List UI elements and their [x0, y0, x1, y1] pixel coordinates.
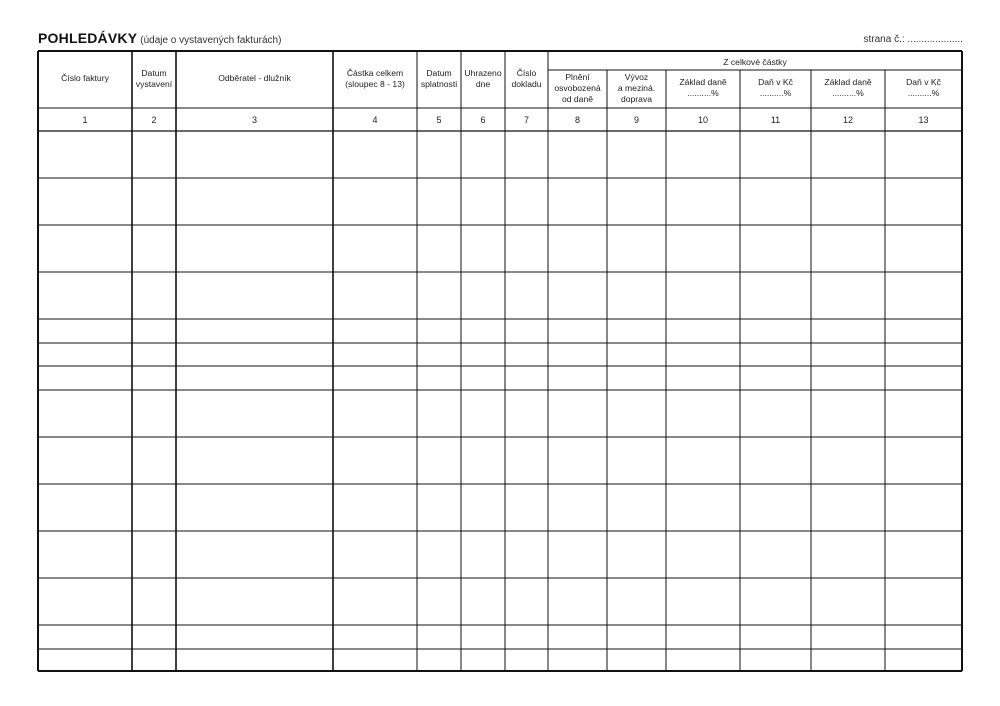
table-cell[interactable]: [741, 626, 810, 648]
column-header-8: [548, 72, 607, 105]
table-cell[interactable]: [418, 273, 460, 318]
column-header-line: Základ daně: [824, 77, 872, 87]
table-cell[interactable]: [812, 273, 884, 318]
table-cell[interactable]: [608, 226, 665, 271]
column-header-5: [417, 68, 461, 90]
table-cell[interactable]: [667, 320, 739, 342]
table-cell[interactable]: [418, 391, 460, 436]
table-cell[interactable]: [549, 367, 606, 389]
table-cell[interactable]: [334, 273, 416, 318]
column-header-line: ..........%: [907, 88, 940, 98]
column-header-line: a meziná.: [617, 82, 656, 93]
table-cell[interactable]: [549, 226, 606, 271]
table-cell[interactable]: [667, 367, 739, 389]
table-cell[interactable]: [133, 273, 175, 318]
table-cell[interactable]: [506, 132, 547, 177]
table-cell[interactable]: [886, 532, 961, 577]
table-cell[interactable]: [462, 391, 504, 436]
column-header-line: Datum: [426, 67, 452, 78]
table-cell[interactable]: [549, 532, 606, 577]
table-cell[interactable]: [741, 320, 810, 342]
table-cell[interactable]: [741, 132, 810, 177]
table-cell[interactable]: [177, 132, 332, 177]
column-header-line: Plnění: [565, 71, 590, 82]
column-header-line: doprava: [620, 93, 653, 104]
table-cell[interactable]: [886, 273, 961, 318]
table-cell[interactable]: [812, 367, 884, 389]
table-cell[interactable]: [667, 579, 739, 624]
column-header-line: Vývoz: [624, 71, 649, 82]
table-cell[interactable]: [177, 367, 332, 389]
column-header-12: [811, 77, 885, 99]
table-cell[interactable]: [133, 438, 175, 483]
table-cell[interactable]: [667, 532, 739, 577]
table-cell[interactable]: [133, 226, 175, 271]
table-cell[interactable]: [418, 132, 460, 177]
table-cell[interactable]: [667, 626, 739, 648]
table-cell[interactable]: [506, 532, 547, 577]
table-cell[interactable]: [608, 391, 665, 436]
table-cell[interactable]: [462, 226, 504, 271]
table-cell[interactable]: [462, 532, 504, 577]
table-cell[interactable]: [39, 273, 131, 318]
table-cell[interactable]: [506, 391, 547, 436]
table-cell[interactable]: [741, 179, 810, 224]
table-cell[interactable]: [886, 485, 961, 530]
table-cell[interactable]: [334, 179, 416, 224]
table-cell[interactable]: [39, 626, 131, 648]
table-cell[interactable]: [334, 132, 416, 177]
table-cell[interactable]: [608, 650, 665, 670]
column-header-line: dokladu: [511, 78, 542, 89]
table-cell[interactable]: [506, 650, 547, 670]
table-cell[interactable]: [39, 132, 131, 177]
table-cell[interactable]: [39, 179, 131, 224]
table-cell[interactable]: [741, 344, 810, 365]
table-cell[interactable]: [133, 485, 175, 530]
table-cell[interactable]: [812, 485, 884, 530]
table-cell[interactable]: [133, 179, 175, 224]
table-cell[interactable]: [741, 650, 810, 670]
table-cell[interactable]: [667, 344, 739, 365]
table-cell[interactable]: [177, 485, 332, 530]
column-header-line: Daň v Kč: [758, 77, 793, 87]
table-cell[interactable]: [506, 438, 547, 483]
table-cell[interactable]: [334, 626, 416, 648]
table-cell[interactable]: [608, 532, 665, 577]
table-cell[interactable]: [39, 226, 131, 271]
column-header-11: [740, 77, 811, 99]
table-cell[interactable]: [812, 344, 884, 365]
table-cell[interactable]: [608, 438, 665, 483]
table-cell[interactable]: [39, 438, 131, 483]
table-cell[interactable]: [741, 367, 810, 389]
table-cell[interactable]: [418, 367, 460, 389]
table-cell[interactable]: [506, 320, 547, 342]
table-cell[interactable]: [133, 320, 175, 342]
table-cell[interactable]: [812, 438, 884, 483]
column-header-line: (sloupec 8 - 13): [345, 78, 405, 89]
table-cell[interactable]: [39, 367, 131, 389]
table-cell[interactable]: [549, 273, 606, 318]
table-cell[interactable]: [667, 485, 739, 530]
table-cell[interactable]: [667, 132, 739, 177]
table-cell[interactable]: [667, 391, 739, 436]
column-header-line: ..........%: [759, 88, 792, 98]
table-cell[interactable]: [418, 485, 460, 530]
table-cell[interactable]: [462, 273, 504, 318]
table-cell[interactable]: [812, 226, 884, 271]
table-cell[interactable]: [667, 650, 739, 670]
table-cell[interactable]: [741, 485, 810, 530]
table-cell[interactable]: [741, 391, 810, 436]
column-header-line: splatnosti: [420, 78, 458, 89]
table-cell[interactable]: [418, 438, 460, 483]
table-cell[interactable]: [741, 438, 810, 483]
table-cell[interactable]: [886, 367, 961, 389]
column-header-line: ..........%: [832, 88, 864, 98]
table-cell[interactable]: [608, 344, 665, 365]
table-cell[interactable]: [133, 532, 175, 577]
table-cell[interactable]: [39, 485, 131, 530]
column-number-9: 9: [633, 115, 639, 125]
table-cell[interactable]: [886, 132, 961, 177]
table-cell[interactable]: [418, 650, 460, 670]
table-cell[interactable]: [886, 650, 961, 670]
table-cell[interactable]: [741, 532, 810, 577]
document-subtitle: (údaje o vystavených fakturách): [140, 35, 282, 46]
column-header-line: dne: [475, 78, 491, 89]
table-cell[interactable]: [334, 226, 416, 271]
table-cell[interactable]: [462, 626, 504, 648]
table-cell[interactable]: [812, 626, 884, 648]
table-cell[interactable]: [608, 320, 665, 342]
table-cell[interactable]: [133, 132, 175, 177]
table-cell[interactable]: [741, 226, 810, 271]
table-cell[interactable]: [334, 344, 416, 365]
table-cell[interactable]: [462, 344, 504, 365]
column-header-4: [333, 68, 417, 90]
table-cell[interactable]: [133, 391, 175, 436]
table-cell[interactable]: [812, 532, 884, 577]
table-cell[interactable]: [462, 579, 504, 624]
table-cell[interactable]: [177, 532, 332, 577]
table-cell[interactable]: [462, 179, 504, 224]
group-header: Z celkové částky: [723, 57, 787, 67]
table-cell[interactable]: [812, 650, 884, 670]
table-cell[interactable]: [462, 367, 504, 389]
document-title: POHLEDÁVKY: [38, 30, 138, 46]
table-cell[interactable]: [39, 391, 131, 436]
column-header-line: Číslo: [516, 67, 537, 78]
table-cell[interactable]: [549, 438, 606, 483]
column-number-6: 6: [480, 115, 486, 125]
table-cell[interactable]: [418, 320, 460, 342]
column-header-line: Daň v Kč: [906, 77, 941, 87]
column-header-9: [607, 72, 666, 105]
table-cell[interactable]: [177, 179, 332, 224]
column-header-line: Částka celkem: [346, 67, 404, 78]
table-cell[interactable]: [334, 320, 416, 342]
table-cell[interactable]: [886, 438, 961, 483]
table-cell[interactable]: [549, 132, 606, 177]
table-cell[interactable]: [418, 344, 460, 365]
table-cell[interactable]: [334, 367, 416, 389]
column-header-line: vystavení: [135, 78, 173, 89]
table-cell[interactable]: [886, 391, 961, 436]
column-header-line: Odběratel - dlužník: [218, 73, 291, 83]
table-cell[interactable]: [667, 273, 739, 318]
table-cell[interactable]: [177, 650, 332, 670]
table-cell[interactable]: [506, 179, 547, 224]
column-number-11: 11: [770, 115, 781, 125]
table-cell[interactable]: [177, 391, 332, 436]
table-cell[interactable]: [462, 485, 504, 530]
column-number-8: 8: [574, 115, 580, 125]
table-cell[interactable]: [177, 344, 332, 365]
table-cell[interactable]: [608, 273, 665, 318]
table-cell[interactable]: [608, 626, 665, 648]
table-cell[interactable]: [886, 179, 961, 224]
column-header-line: Uhrazeno: [464, 67, 502, 78]
table-cell[interactable]: [418, 179, 460, 224]
column-header-line: ..........%: [687, 88, 719, 98]
page-number-field[interactable]: strana č.: ....................: [863, 34, 963, 45]
table-cell[interactable]: [506, 485, 547, 530]
column-header-line: Číslo faktury: [61, 73, 109, 83]
column-number-2: 2: [151, 115, 157, 125]
table-cell[interactable]: [812, 320, 884, 342]
column-number-7: 7: [523, 115, 529, 125]
table-cell[interactable]: [812, 179, 884, 224]
column-number-3: 3: [251, 115, 257, 125]
column-number-12: 12: [842, 115, 853, 125]
column-header-line: Základ daně: [679, 77, 727, 87]
table-cell[interactable]: [462, 132, 504, 177]
table-cell[interactable]: [667, 438, 739, 483]
column-header-7: [505, 68, 548, 90]
column-header-6: [461, 68, 505, 90]
table-cell[interactable]: [549, 579, 606, 624]
table-cell[interactable]: [39, 320, 131, 342]
table-cell[interactable]: [334, 391, 416, 436]
column-header-13: [885, 77, 962, 99]
table-cell[interactable]: [506, 579, 547, 624]
table-cell[interactable]: [177, 226, 332, 271]
table-cell[interactable]: [39, 532, 131, 577]
table-cell[interactable]: [177, 320, 332, 342]
table-cell[interactable]: [334, 650, 416, 670]
table-cell[interactable]: [133, 626, 175, 648]
table-cell[interactable]: [549, 485, 606, 530]
table-cell[interactable]: [133, 344, 175, 365]
column-header-10: [666, 77, 740, 99]
table-cell[interactable]: [418, 626, 460, 648]
table-cell[interactable]: [177, 438, 332, 483]
table-cell[interactable]: [608, 367, 665, 389]
table-cell[interactable]: [133, 650, 175, 670]
table-cell[interactable]: [741, 579, 810, 624]
table-cell[interactable]: [133, 579, 175, 624]
table-cell[interactable]: [506, 226, 547, 271]
table-cell[interactable]: [334, 438, 416, 483]
table-cell[interactable]: [462, 438, 504, 483]
table-cell[interactable]: [667, 179, 739, 224]
column-number-13: 13: [918, 115, 929, 125]
column-header-2: [132, 68, 176, 90]
table-cell[interactable]: [667, 226, 739, 271]
table-cell[interactable]: [886, 626, 961, 648]
column-header-1: [38, 73, 132, 84]
table-cell[interactable]: [177, 273, 332, 318]
table-cell[interactable]: [418, 226, 460, 271]
table-cell[interactable]: [418, 579, 460, 624]
column-header-line: Datum: [141, 67, 167, 78]
table-cell[interactable]: [506, 626, 547, 648]
column-number-1: 1: [82, 115, 88, 125]
column-number-5: 5: [436, 115, 442, 125]
table-cell[interactable]: [506, 367, 547, 389]
table-cell[interactable]: [506, 344, 547, 365]
table-cell[interactable]: [39, 579, 131, 624]
table-cell[interactable]: [812, 391, 884, 436]
table-cell[interactable]: [886, 226, 961, 271]
table-cell[interactable]: [549, 650, 606, 670]
table-cell[interactable]: [334, 485, 416, 530]
table-cell[interactable]: [334, 532, 416, 577]
table-cell[interactable]: [886, 320, 961, 342]
column-header-line: osvobozená: [554, 82, 601, 93]
table-cell[interactable]: [418, 532, 460, 577]
table-cell[interactable]: [133, 367, 175, 389]
table-cell[interactable]: [177, 626, 332, 648]
column-header-3: [176, 73, 333, 84]
table-cell[interactable]: [608, 485, 665, 530]
column-number-4: 4: [372, 115, 378, 125]
table-cell[interactable]: [549, 344, 606, 365]
table-cell[interactable]: [812, 579, 884, 624]
table-cell[interactable]: [741, 273, 810, 318]
table-cell[interactable]: [549, 626, 606, 648]
table-cell[interactable]: [462, 320, 504, 342]
table-cell[interactable]: [608, 132, 665, 177]
table-cell[interactable]: [39, 344, 131, 365]
table-cell[interactable]: [39, 650, 131, 670]
table-cell[interactable]: [549, 179, 606, 224]
table-cell[interactable]: [608, 579, 665, 624]
table-cell[interactable]: [549, 391, 606, 436]
column-header-line: od daně: [561, 93, 594, 104]
table-cell[interactable]: [886, 579, 961, 624]
table-cell[interactable]: [608, 179, 665, 224]
table-cell[interactable]: [506, 273, 547, 318]
table-cell[interactable]: [812, 132, 884, 177]
table-cell[interactable]: [462, 650, 504, 670]
column-number-10: 10: [697, 115, 708, 125]
table-cell[interactable]: [886, 344, 961, 365]
table-cell[interactable]: [549, 320, 606, 342]
table-cell[interactable]: [334, 579, 416, 624]
table-cell[interactable]: [177, 579, 332, 624]
